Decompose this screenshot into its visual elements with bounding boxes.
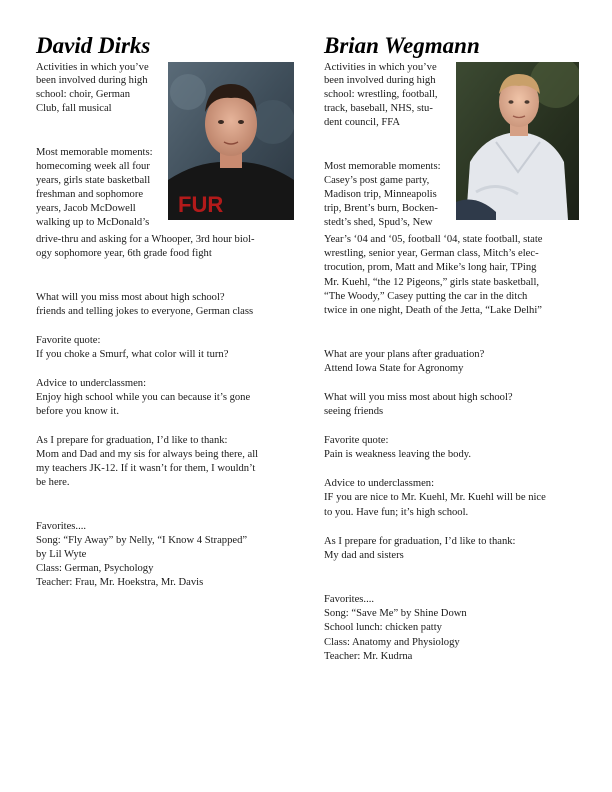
text-line: drive-thru and asking for a Whooper, 3rd hour biol- xyxy=(36,234,255,245)
text-line: trip, Brent’s burn, Bocken- xyxy=(324,203,438,214)
text-line: Most memorable moments: xyxy=(324,161,441,172)
text-line: My dad and sisters xyxy=(324,550,404,561)
text-line: track, baseball, NHS, stu- xyxy=(324,103,433,114)
text-line: Class: Anatomy and Physiology xyxy=(324,637,460,648)
text-line: walking up to McDonald’s xyxy=(36,217,150,228)
text-line: Activities in which you’ve xyxy=(36,62,149,73)
svg-text:FUR: FUR xyxy=(178,192,224,217)
text-line: Teacher: Mr. Kudrna xyxy=(324,651,413,662)
text-line: trocution, prom, Matt and Mike’s long hair, TPing xyxy=(324,262,537,273)
text-line: years, girls state basketball xyxy=(36,175,151,186)
text-line: Club, fall musical xyxy=(36,103,112,114)
text-line: Song: “Fly Away” by Nelly, “I Know 4 Strapped” xyxy=(36,535,248,546)
text-line: “The Woody,” Casey putting the car in the ditch xyxy=(324,291,528,302)
text-line: What are your plans after graduation? xyxy=(324,349,485,360)
portrait-photo xyxy=(168,62,294,220)
text-line: seeing friends xyxy=(324,406,384,417)
text-line: Enjoy high school while you can because it’s gone xyxy=(36,392,251,403)
text-line: been involved during high xyxy=(36,75,148,86)
text-line: If you choke a Smurf, what color will it turn? xyxy=(36,349,229,360)
text-line: As I prepare for graduation, I’d like to thank: xyxy=(36,435,228,446)
text-line: Favorite quote: xyxy=(324,435,389,446)
text-line: dent council, FFA xyxy=(324,117,401,128)
text-line: What will you miss most about high school? xyxy=(324,392,513,403)
text-line: Favorites.... xyxy=(36,521,87,532)
text-line: wrestling, senior year, German class, Mitch’s elec- xyxy=(324,248,539,259)
text-line: School lunch: chicken patty xyxy=(324,622,442,633)
text-line: school: choir, German xyxy=(36,89,131,100)
text-line: years, Jacob McDowell xyxy=(36,203,136,214)
text-line: my teachers JK-12. If it wasn’t for them, I wouldn’t xyxy=(36,463,256,474)
text-line: Mr. Kuehl, “the 12 Pigeons,” girls state basketball, xyxy=(324,277,540,288)
text-line: be here. xyxy=(36,477,70,488)
text-line: stedt’s shed, Spud’s, New xyxy=(324,217,433,228)
text-line: Teacher: Frau, Mr. Hoekstra, Mr. Davis xyxy=(36,577,204,588)
text-line: Advice to underclassmen: xyxy=(324,478,435,489)
portrait-photo xyxy=(456,62,579,220)
text-line: What will you miss most about high school? xyxy=(36,292,225,303)
text-line: homecoming week all four xyxy=(36,161,150,172)
text-line: Activities in which you’ve xyxy=(324,62,437,73)
text-line: IF you are nice to Mr. Kuehl, Mr. Kuehl will be nice xyxy=(324,492,546,503)
text-line: twice in one night, Death of the Jetta, “Lake Delhi” xyxy=(324,305,542,316)
student-name: Brian Wegmann xyxy=(324,33,480,58)
text-line: Casey’s post game party, xyxy=(324,175,430,186)
text-line: Attend Iowa State for Agronomy xyxy=(324,363,464,374)
text-line: Advice to underclassmen: xyxy=(36,378,147,389)
text-line: Year’s ‘04 and ‘05, football ‘04, state football, state xyxy=(324,234,543,245)
text-line: Mom and Dad and my sis for always being there, all xyxy=(36,449,259,460)
text-line: Madison trip, Minneapolis xyxy=(324,189,437,200)
student-name: David Dirks xyxy=(36,33,151,58)
text-line: Pain is weakness leaving the body. xyxy=(324,449,472,460)
text-line: to you. Have fun; it’s high school. xyxy=(324,507,469,518)
text-line: school: wrestling, football, xyxy=(324,89,438,100)
text-line: by Lil Wyte xyxy=(36,549,87,560)
text-line: As I prepare for graduation, I’d like to thank: xyxy=(324,536,516,547)
text-line: Favorite quote: xyxy=(36,335,101,346)
text-line: Favorites.... xyxy=(324,594,375,605)
text-line: friends and telling jokes to everyone, German class xyxy=(36,306,254,317)
text-line: ogy sophomore year, 6th grade food fight xyxy=(36,248,212,259)
text-line: Class: German, Psychology xyxy=(36,563,154,574)
text-line: Most memorable moments: xyxy=(36,147,153,158)
text-line: freshman and sophomore xyxy=(36,189,144,200)
text-line: been involved during high xyxy=(324,75,436,86)
text-line: before you know it. xyxy=(36,406,119,417)
text-line: Song: “Save Me” by Shine Down xyxy=(324,608,467,619)
